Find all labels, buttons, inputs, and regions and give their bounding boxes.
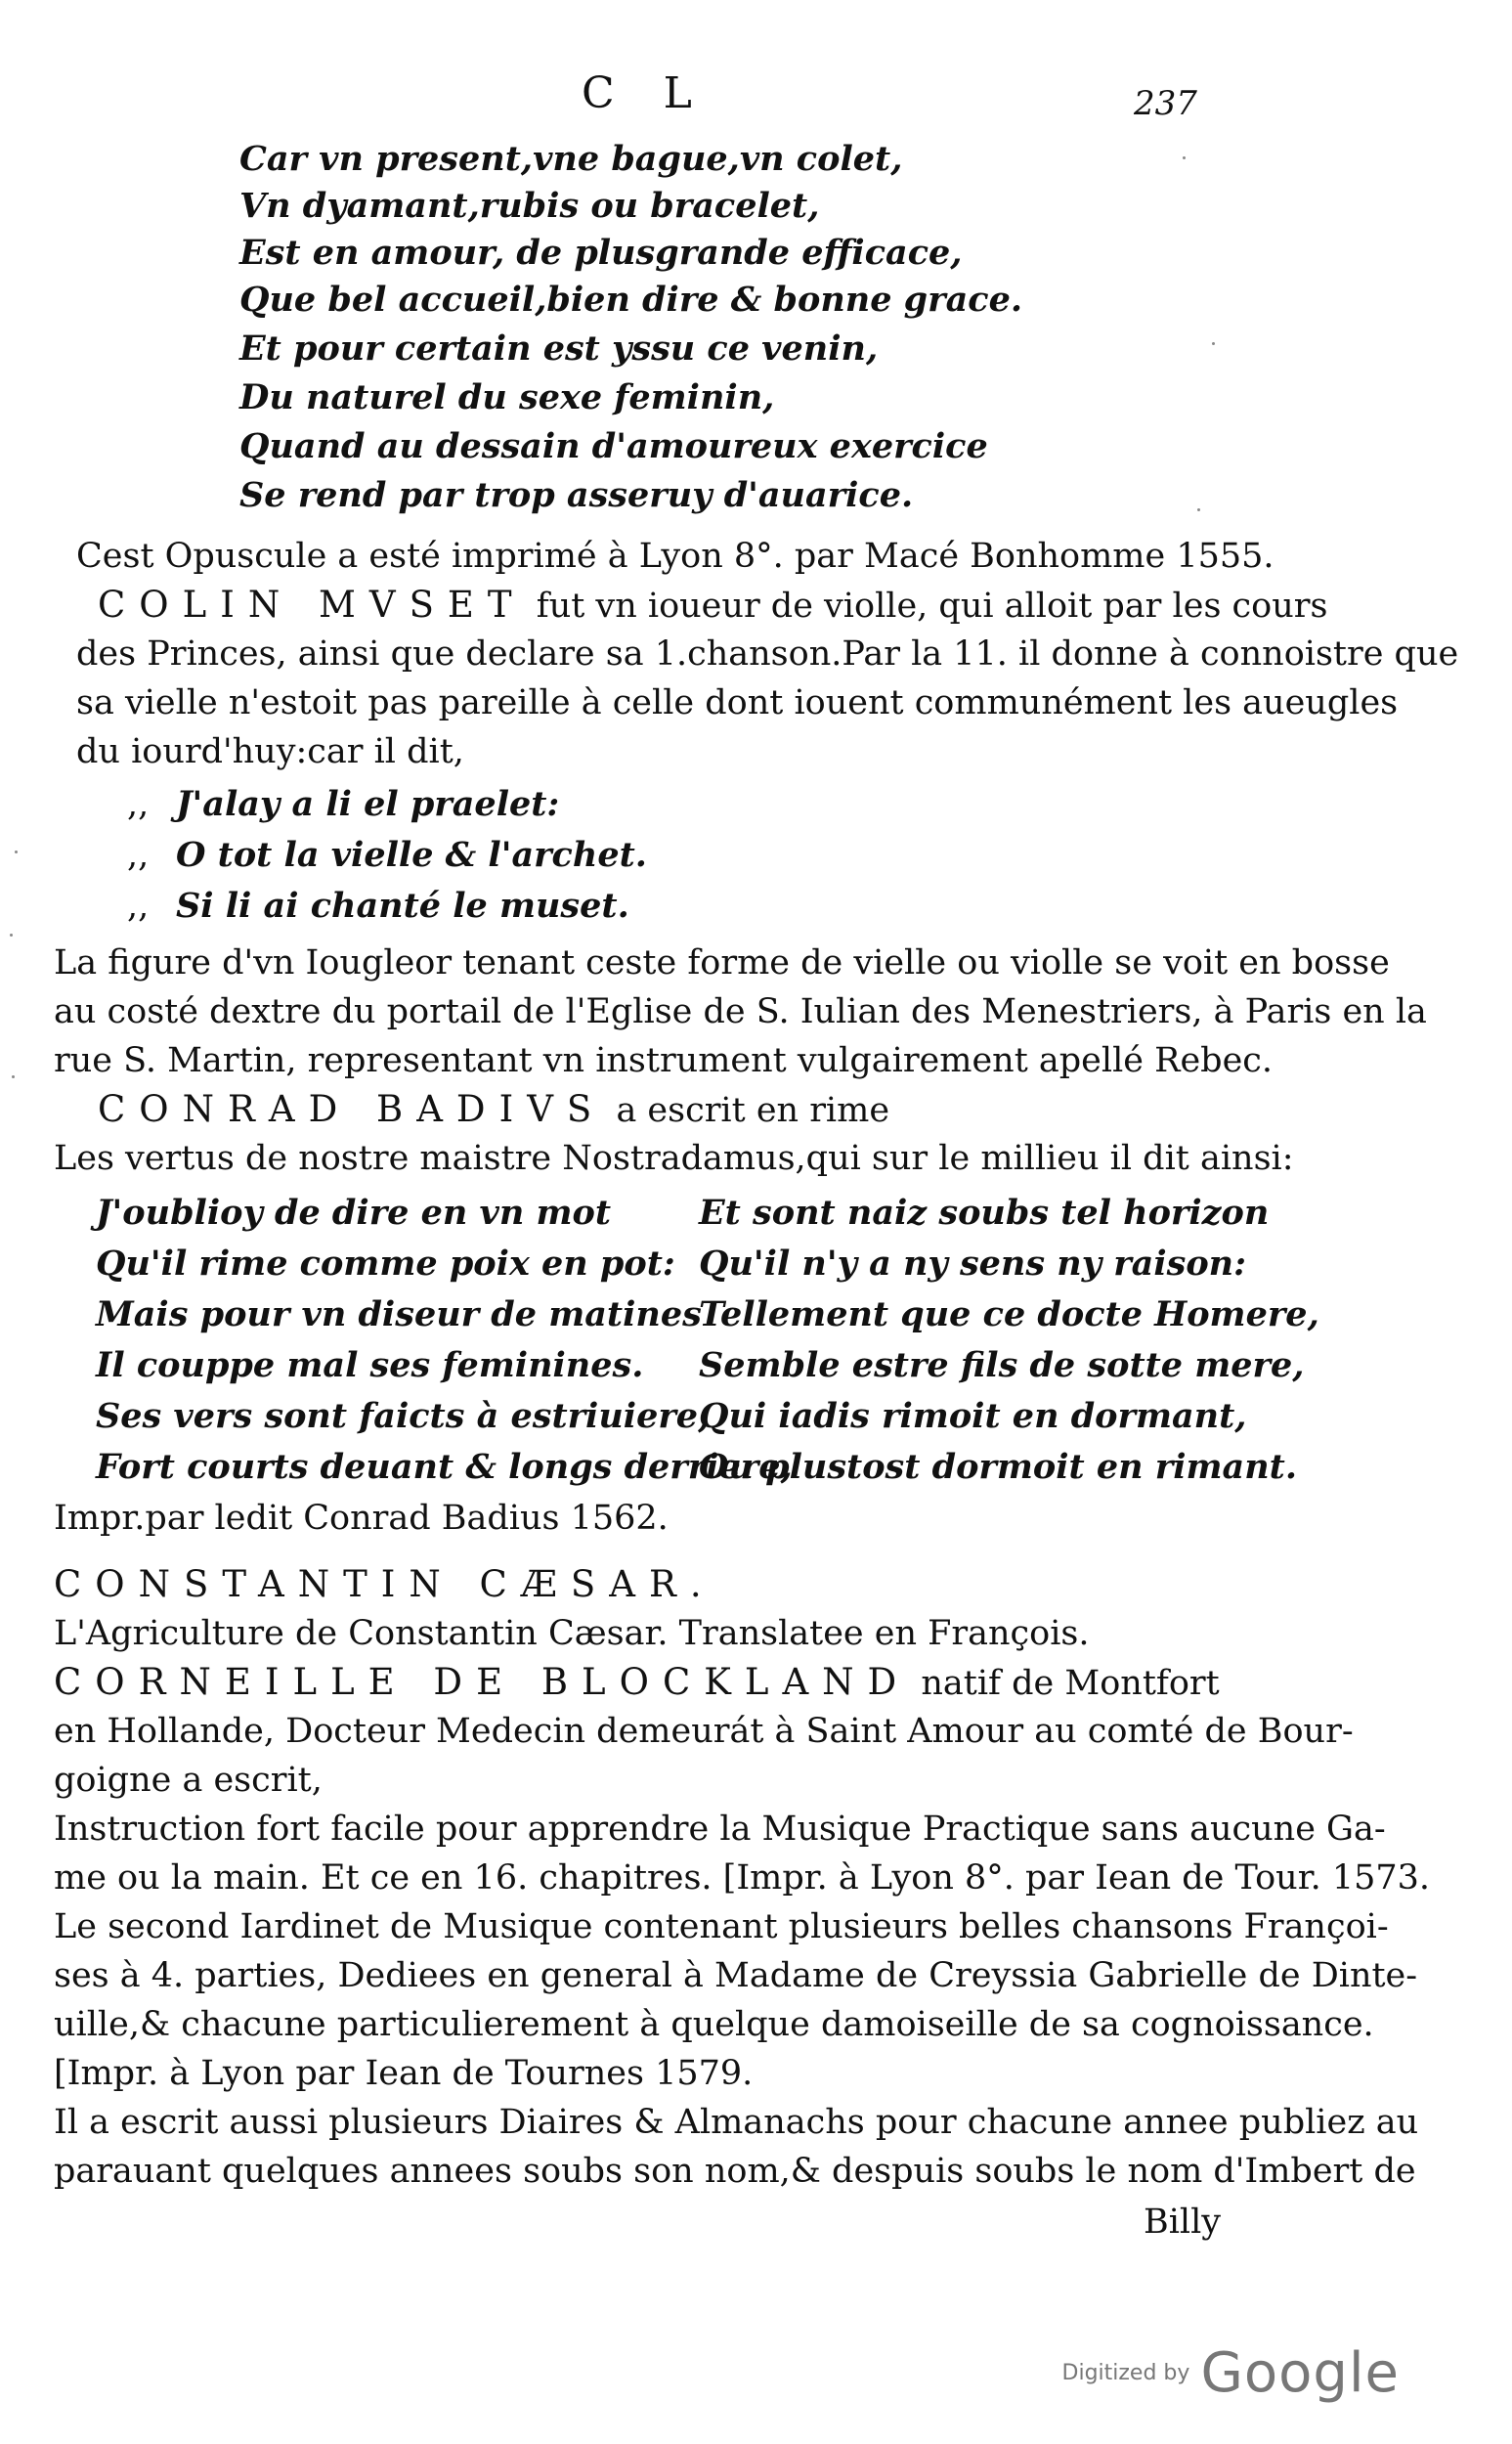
corneille-text: goigne a escrit, xyxy=(54,1761,323,1800)
figure-note: au costé dextre du portail de l'Eglise de S. Iulian des Menestriers, à Paris en la xyxy=(54,992,1427,1031)
poem1-line: Que bel accueil,bien dire & bonne grace. xyxy=(239,280,1023,320)
corneille-text: uille,& chacune particulierement à quelque damoiseille de sa cognoissance. xyxy=(54,2005,1374,2044)
poem2-right-line: Tellement que ce docte Homere, xyxy=(699,1294,1319,1334)
speckle xyxy=(1212,342,1215,345)
poem1-line: Se rend par trop asseruy d'auarice. xyxy=(239,475,914,515)
poem2-left-line: Il couppe mal ses feminines. xyxy=(96,1345,644,1385)
corneille-text: Le second Iardinet de Musique contenant plusieurs belles chansons Françoi- xyxy=(54,1907,1389,1946)
poem1-line: Est en amour, de plusgrande efficace, xyxy=(239,233,963,273)
poem2-right-line: Semble estre fils de sotte mere, xyxy=(699,1345,1305,1385)
poem1-line: Car vn present,vne bague,vn colet, xyxy=(239,139,903,179)
quote-mark: ,, xyxy=(127,785,150,824)
corneille-text: me ou la main. Et ce en 16. chapitres. [Impr. à Lyon 8°. par Iean de Tour. 1573. xyxy=(54,1858,1431,1898)
digitized-label: Digitized by xyxy=(1061,2361,1190,2385)
poem2-right-line: Qui iadis rimoit en dormant, xyxy=(699,1396,1247,1436)
corneille-name: CORNEILLE DE BLOCKLAND xyxy=(54,1661,911,1703)
speckle xyxy=(1197,508,1200,511)
poem2-left-line: Fort courts deuant & longs derriere, xyxy=(96,1447,793,1487)
speckle xyxy=(12,1075,15,1078)
poem1-line: Et pour certain est yssu ce venin, xyxy=(239,328,879,369)
constantin-text: L'Agriculture de Constantin Cæsar. Translatee en François. xyxy=(54,1614,1090,1653)
running-title: C L xyxy=(582,68,710,118)
corneille-text: Il a escrit aussi plusieurs Diaires & Almanachs pour chacune annee publiez au xyxy=(54,2103,1419,2142)
figure-note: rue S. Martin, representant vn instrument vulgairement apellé Rebec. xyxy=(54,1041,1274,1080)
poem2-left-line: J'oublioy de dire en vn mot xyxy=(96,1193,611,1233)
google-logo: Google xyxy=(1200,2341,1400,2405)
digitized-by-google-watermark xyxy=(1062,2341,1400,2405)
poem2-left-line: Qu'il rime comme poix en pot: xyxy=(96,1244,675,1284)
poem1-line: Quand au dessain d'amoureux exercice xyxy=(239,426,988,466)
conrad-imprint: Impr.par ledit Conrad Badius 1562. xyxy=(54,1499,669,1538)
poem2-right-line: Qu'il n'y a ny sens ny raison: xyxy=(699,1244,1247,1284)
poem2-right-line: Et sont naiz soubs tel horizon xyxy=(699,1193,1270,1233)
speckle xyxy=(15,851,18,853)
catchword: Billy xyxy=(1144,2203,1222,2242)
corneille-text: ses à 4. parties, Dediees en general à Madame de Creyssia Gabrielle de Dinte- xyxy=(54,1956,1418,1995)
constantin-name: CONSTANTIN CÆSAR. xyxy=(54,1563,715,1605)
corneille-text: [Impr. à Lyon par Iean de Tournes 1579. xyxy=(54,2054,754,2093)
corneille-text: Instruction fort facile pour apprendre la Musique Practique sans aucune Ga- xyxy=(54,1810,1386,1849)
conrad-intro: a escrit en rime xyxy=(616,1091,890,1130)
corneille-text: en Hollande, Docteur Medecin demeurát à Saint Amour au comté de Bour- xyxy=(54,1712,1354,1751)
quote-line: Si li ai chanté le muset. xyxy=(176,886,629,926)
quote-line: J'alay a li el praelet: xyxy=(176,784,560,824)
colin-text: sa vielle n'estoit pas pareille à celle dont iouent communément les aueugles xyxy=(76,683,1399,722)
page-number: 237 xyxy=(1134,84,1197,123)
colin-text: des Princes, ainsi que declare sa 1.chanson.Par la 11. il donne à connoistre que xyxy=(76,634,1459,674)
quote-line: O tot la vielle & l'archet. xyxy=(176,835,647,875)
poem2-left-line: Ses vers sont faicts à estriuiere, xyxy=(96,1396,711,1436)
colin-text: fut vn ioueur de violle, qui alloit par les cours xyxy=(536,587,1328,626)
poem2-right-line: Ou plustost dormoit en rimant. xyxy=(699,1447,1298,1487)
figure-note: La figure d'vn Iougleor tenant ceste forme de vielle ou violle se voit en bosse xyxy=(54,943,1390,982)
colin-name: COLIN MVSET xyxy=(98,584,526,626)
colin-text: du iourd'huy:car il dit, xyxy=(76,732,464,771)
corneille-text: parauant quelques annees soubs son nom,& despuis soubs le nom d'Imbert de xyxy=(54,2152,1416,2191)
conrad-name: CONRAD BADIVS xyxy=(98,1088,606,1130)
poem1-line: Du naturel du sexe feminin, xyxy=(239,377,775,417)
poem1-line: Vn dyamant,rubis ou bracelet, xyxy=(239,186,820,226)
opuscule-note: Cest Opuscule a esté imprimé à Lyon 8°. par Macé Bonhomme 1555. xyxy=(76,537,1274,576)
poem2-left-line: Mais pour vn diseur de matines xyxy=(96,1294,702,1334)
quote-mark: ,, xyxy=(127,887,150,926)
corneille-text: natif de Montfort xyxy=(921,1664,1220,1703)
conrad-text: Les vertus de nostre maistre Nostradamus,qui sur le millieu il dit ainsi: xyxy=(54,1139,1294,1178)
speckle xyxy=(10,934,13,937)
quote-mark: ,, xyxy=(127,836,150,875)
speckle xyxy=(1183,156,1186,159)
